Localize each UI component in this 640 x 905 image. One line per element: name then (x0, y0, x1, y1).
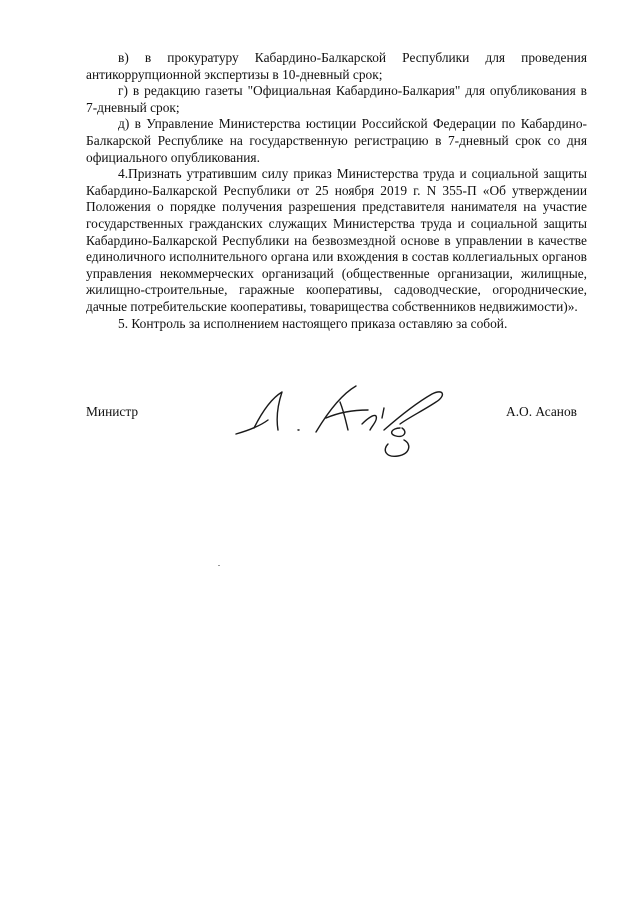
paragraph-item-v: в) в прокуратуру Кабардино-Балкарской Республики для проведения антикоррупционной экспертизы в 10-дневный срок; (86, 50, 587, 82)
paragraph-clause-4: 4.Признать утратившим силу приказ Министерства труда и социальной защиты Кабардино-Балкарской Республики от 25 ноября 2019 г. N 355-П «Об утверждении Положения о порядке получения разрешения представителя нанимателя на участие государственных гражданских служащих Министерства труда и социальной защиты Кабардино-Балкарской Республики на безвозмездной основе в управлении в качестве единоличного исполнительного органа или вхождения в состав коллегиальных органов управления некоммерческих организаций (общественные организации, жилищные, жилищно-строительные, гаражные кооперативы, садоводческие, огороднические, дачные потребительские кооперативы, товарищества собственников недвижимости)». (86, 166, 587, 314)
signer-name: А.О. Асанов (506, 404, 577, 419)
paragraph-item-g: г) в редакцию газеты "Официальная Кабардино-Балкария" для опубликования в 7-дневный срок; (86, 83, 587, 115)
signer-title: Министр (86, 404, 139, 419)
document-body (86, 50, 587, 332)
scan-artifact (218, 565, 220, 566)
paragraph-clause-5: 5. Контроль за исполнением настоящего приказа оставляю за собой. (118, 315, 508, 331)
paragraph-item-d: д) в Управление Министерства юстиции Российской Федерации по Кабардино-Балкарской Республике на государственную регистрацию в 7-дневный срок со дня официального опубликования. (86, 116, 587, 165)
handwritten-signature (232, 372, 452, 462)
